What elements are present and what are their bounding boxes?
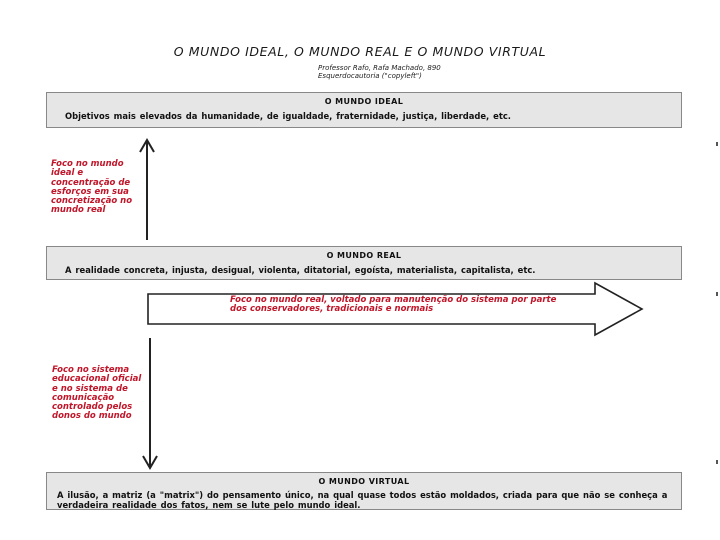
- diagram-title: O MUNDO IDEAL, O MUNDO REAL E O MUNDO VIRTUAL: [173, 44, 547, 59]
- note-virtual-focus: Foco no sistema educacional oficial e no sistema de comunicação controlado pelos donos do mundo: [52, 365, 142, 422]
- box-real-heading: O MUNDO REAL: [326, 251, 402, 260]
- box-virtual-world: [46, 472, 682, 510]
- box-virtual-text: A ilusão, a matriz (a "matrix") do pensamento único, na qual quase todos estão moldados, criada para que não se conheça a verdadeira realidade dos fatos, nem se lute pelo mundo ideal.: [57, 490, 668, 510]
- author-line-2: Esquerdocautoria ("copyleft"): [318, 72, 422, 80]
- note-ideal-focus: Foco no mundo ideal e concentração de esforços em sua concretização no mundo real: [51, 159, 133, 216]
- box-ideal-heading: O MUNDO IDEAL: [324, 97, 404, 106]
- edge-mark: [716, 292, 718, 296]
- author-line-1: Professor Rafo, Rafa Machado, 890: [318, 64, 441, 72]
- box-ideal-text: Objetivos mais elevados da humanidade, de igualdade, fraternidade, justiça, liberdade, etc.: [65, 111, 511, 121]
- note-real-focus: Foco no mundo real, voltado para manutenção do sistema por parte dos conservadores, tradicionais e normais: [230, 295, 557, 315]
- box-ideal-world: [46, 92, 682, 128]
- edge-mark: [716, 460, 718, 464]
- box-real-text: A realidade concreta, injusta, desigual, violenta, ditatorial, egoísta, materialista, capitalista, etc.: [65, 265, 536, 275]
- edge-mark: [716, 142, 718, 146]
- box-virtual-heading: O MUNDO VIRTUAL: [318, 477, 410, 486]
- box-real-world: [46, 246, 682, 280]
